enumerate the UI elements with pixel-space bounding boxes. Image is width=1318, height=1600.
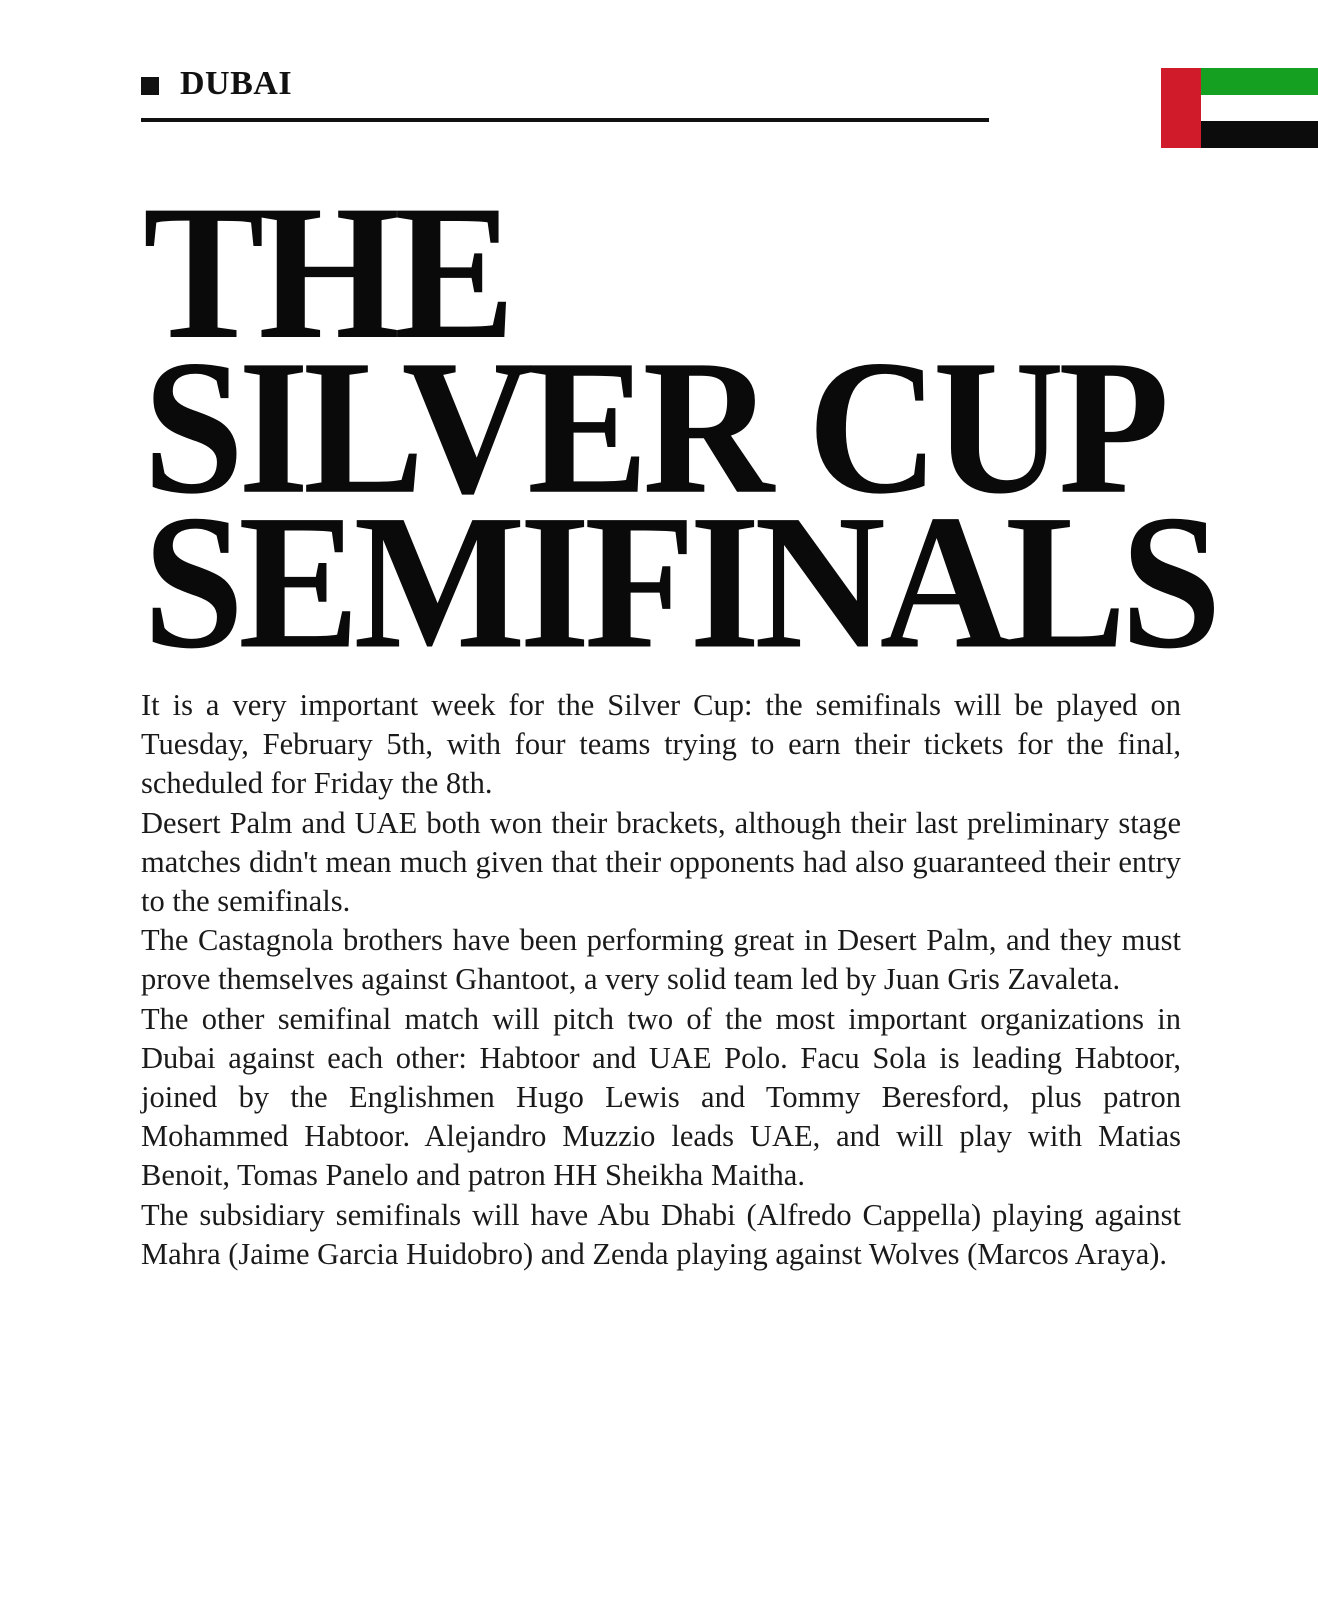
headline-line-3: SEMIFINALS xyxy=(143,475,1216,689)
article-header xyxy=(141,64,1181,154)
article-paragraph: The Castagnola brothers have been performing great in Desert Palm, and they must prove themselves against Ghantoot, a very solid team led by Juan Gris Zavaleta. xyxy=(141,923,1181,997)
headline-line-2: SILVER CUP xyxy=(143,321,1164,535)
header-divider xyxy=(141,118,989,122)
headline-line-1: THE xyxy=(143,166,510,380)
article-body xyxy=(141,686,1181,1274)
section-label: DUBAI xyxy=(180,65,293,102)
article-paragraph: Desert Palm and UAE both won their brackets, although their last preliminary stage matches didn't mean much given that their opponents had also guaranteed their entry to the semifinals. xyxy=(141,805,1181,919)
flag-red-band xyxy=(1161,68,1201,148)
headline xyxy=(143,166,1216,689)
section-marker-icon xyxy=(141,77,159,95)
article-paragraph: The subsidiary semifinals will have Abu Dhabi (Alfredo Cappella) playing against Mahra (Jaime Garcia Huidobro) and Zenda playing against Wolves (Marcos Araya). xyxy=(141,1197,1181,1271)
article-paragraph: The other semifinal match will pitch two of the most important organizations in Dubai against each other: Habtoor and UAE Polo. Facu Sola is leading Habtoor, joined by the Englishmen Hugo Lewis and Tommy Beresford, plus patron Mohammed Habtoor. Alejandro Muzzio leads UAE, and will play with Matias Benoit, Tomas Panelo and patron HH Sheikha Maitha. xyxy=(141,1001,1181,1193)
uae-flag-icon xyxy=(1161,68,1318,148)
article-paragraph: It is a very important week for the Silver Cup: the semifinals will be played on Tuesday, February 5th, with four teams trying to earn their tickets for the final, scheduled for Friday the 8th. xyxy=(141,688,1181,801)
